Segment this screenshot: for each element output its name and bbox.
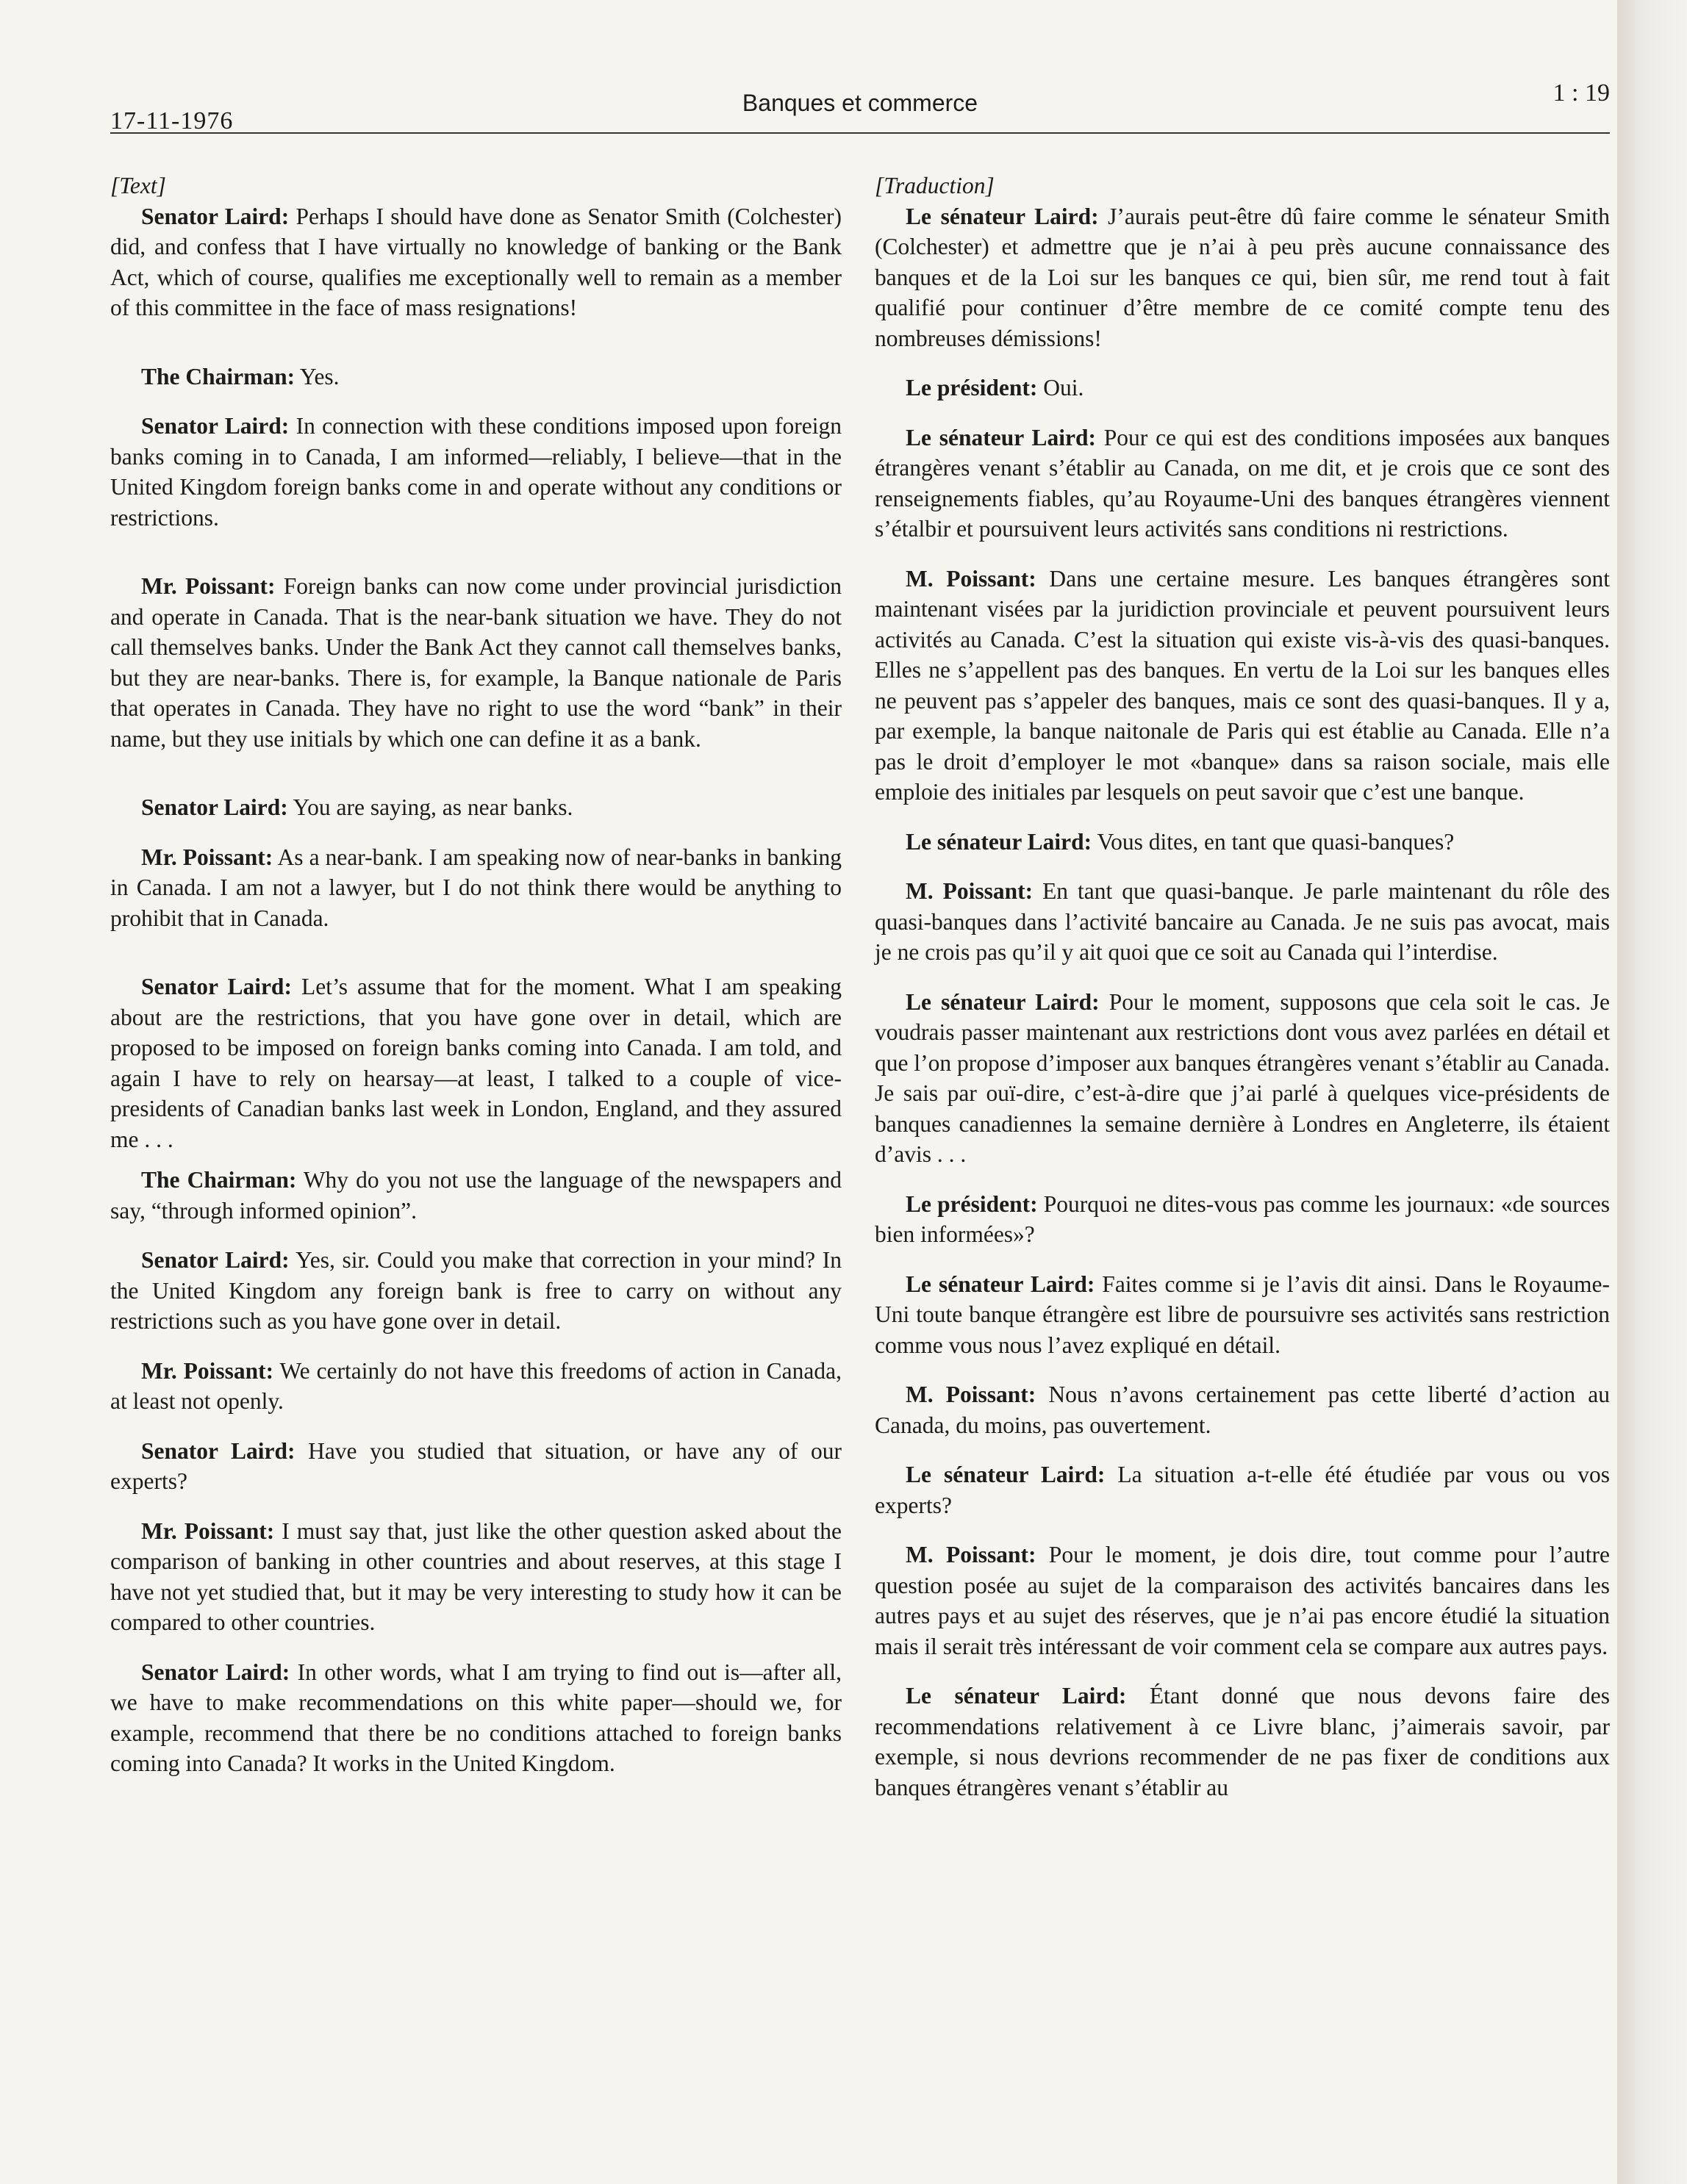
paragraph: [110, 1245, 842, 1337]
paragraph: [875, 1681, 1610, 1803]
speech: Dans une certaine mesure. Les banques étrangères sont maintenant visées par la juridiction provinciale et peuvent poursuivent leurs activités au Canada. C’est la situation qui existe vis-à-vis des quasi-banques. Elles ne s’appellent pas des banques. En vertu de la Loi sur les banques elles ne peuvent pas s’appeler des banques, mais ce sont des quasi-banques. Il y a, par exemple, la banque naitonale de Paris qui est établie au Canada. Elle n’a pas le droit d’employer le mot «banque» dans sa raison sociale, mais elle emploie des initiales par lesquels on peut savoir que c’est une banque.: [875, 565, 1610, 805]
speaker: M. Poissant:: [906, 1382, 1036, 1407]
speaker: Le sénateur Laird:: [906, 828, 1092, 855]
paragraph: [875, 1540, 1610, 1662]
speaker: Senator Laird:: [141, 203, 290, 229]
speaker: Senator Laird:: [141, 413, 290, 439]
speaker: Le sénateur Laird:: [906, 988, 1100, 1015]
paragraph: [110, 842, 842, 934]
speech: Pour le moment, je dois dire, tout comme pour l’autre question posée au sujet de la comparaison des activités bancaires dans les autres pays et au sujet des réserves, que je n’ai pas encore étudié la situation mais il serait très intéressant de voir comment cela se compare aux autres pays.: [875, 1542, 1610, 1659]
speaker: The Chairman:: [141, 363, 296, 389]
paragraph: [875, 987, 1610, 1170]
french-column: [875, 170, 1610, 1803]
paragraph: [875, 201, 1610, 354]
paragraph: [110, 571, 842, 754]
speech: Let’s assume that for the moment. What I am speaking about are the restrictions, that you have gone over in detail, which are proposed to be imposed on foreign banks coming into Canada. I am told, and again I have to rely on hearsay—at least, I talked to a couple of vice-presidents of Canadian banks last week in London, England, and they assured me . . .: [110, 974, 842, 1152]
speaker: Le président:: [906, 1190, 1038, 1217]
paragraph: [110, 1516, 842, 1638]
speech: I must say that, just like the other question asked about the comparison of banking in other countries and about reserves, at this stage I have not yet studied that, but it may be very interesting to study how it can be compared to other countries.: [110, 1517, 842, 1635]
speaker: Le sénateur Laird:: [906, 1683, 1127, 1709]
speaker: Le sénateur Laird:: [906, 424, 1096, 450]
speech: Foreign banks can now come under provincial jurisdiction and operate in Canada. That is the near-bank situation we have. They do not call themselves banks. Under the Bank Act they cannot call themselves banks, but they are near-banks. There is, for example, la Banque nationale de Paris that operates in Canada. They have no right to use the word “bank” in their name, but they use initials by which one can define it as a bank.: [110, 573, 842, 752]
speaker: Mr. Poissant:: [141, 573, 276, 599]
speech: In other words, what I am trying to find out is—after all, we have to make recommendations on this white paper—should we, for example, recommend that there be no conditions attached to foreign banks coming into Canada? It works in the United Kingdom.: [110, 1659, 842, 1776]
speaker: Le sénateur Laird:: [906, 203, 1099, 229]
paragraph: [110, 1356, 842, 1417]
page-edge: [1617, 0, 1687, 2184]
speaker: Senator Laird:: [141, 1437, 296, 1464]
speech: As a near-bank. I am speaking now of near-banks in banking in Canada. I am not a lawyer, but I do not think there would be anything to prohibit that in Canada.: [110, 844, 842, 931]
speech: Oui.: [1037, 375, 1084, 400]
speech: Pour le moment, supposons que cela soit le cas. Je voudrais passer maintenant aux restrictions dont vous avez parlées en détail et que l’on propose d’imposer aux banques étrangères venant s’établir au Canada. Je sais par ouï-dire, c’est-à-dire que j’ai parlé à quelques vice-présidents de banques canadiennes la semaine dernière à Londres en Angleterre, ils étaient d’avis . . .: [875, 988, 1610, 1167]
speech: We certainly do not have this freedoms of action in Canada, at least not openly.: [110, 1357, 842, 1414]
speech: Pour ce qui est des conditions imposées aux banques étrangères venant s’établir au Canada, on me dit, et je crois que ce sont des renseignements fiables, qu’au Royaume-Uni des banques étrangères viennent s’étalbir et poursuivent leurs activités sans conditions ni restrictions.: [875, 424, 1611, 542]
speaker: Le sénateur Laird:: [906, 1462, 1106, 1487]
paragraph: [110, 971, 842, 1154]
paragraph: [110, 362, 842, 392]
paragraph: [875, 1459, 1610, 1520]
paragraph: [110, 411, 842, 533]
header-page-number: 1 : 19: [1552, 79, 1610, 107]
speech: In connection with these conditions imposed upon foreign banks coming in to Canada, I am informed—reliably, I believe—that in the United Kingdom foreign banks come in and operate without any conditions or restrictions.: [110, 413, 842, 531]
speech: En tant que quasi-banque. Je parle maintenant du rôle des quasi-banques dans l’activité bancaire au Canada. Je ne suis pas avocat, mais je ne crois pas qu’il y ait quoi que ce soit au Canada qui l’interdise.: [875, 878, 1610, 965]
paragraph: [110, 1657, 842, 1779]
speech: Why do you not use the language of the newspapers and say, “through informed opinion”.: [110, 1167, 842, 1224]
english-column: [110, 170, 842, 1779]
header-rule: [110, 132, 1610, 134]
paragraph: [110, 792, 842, 823]
speaker: M. Poissant:: [906, 565, 1036, 592]
speaker: Senator Laird:: [141, 1247, 290, 1273]
speaker: M. Poissant:: [906, 878, 1034, 904]
paragraph: [110, 201, 842, 323]
speaker: The Chairman:: [141, 1167, 297, 1193]
paragraph: [875, 1269, 1610, 1361]
speaker: Le sénateur Laird:: [906, 1271, 1095, 1297]
column-label: [Text]: [110, 173, 166, 198]
paragraph: [875, 827, 1610, 858]
speaker: M. Poissant:: [906, 1542, 1036, 1567]
speech: J’aurais peut-être dû faire comme le sénateur Smith (Colchester) et admettre que je n’ai à peu près aucune connaissance des banques et de la Loi sur les banques ce qui, bien sûr, me rend tout à fait qualifié pour continuer d’être membre de ce comité compte tenu des nombreuses démissions!: [875, 203, 1611, 351]
speech: You are saying, as near banks.: [287, 794, 573, 820]
speech: Faites comme si je l’avis dit ainsi. Dans le Royaume-Uni toute banque étrangère est libre de poursuivre ses activités sans restriction comme vous nous l’avez expliqué en détail.: [875, 1271, 1610, 1358]
paragraph: [875, 564, 1610, 808]
column-label: [Traduction]: [875, 173, 995, 198]
speaker: Senator Laird:: [141, 794, 288, 820]
paragraph: [110, 1165, 842, 1226]
paragraph: [875, 1379, 1610, 1440]
speech: Yes.: [295, 363, 340, 389]
paragraph: [875, 1189, 1610, 1250]
page-header: [110, 73, 1610, 137]
header-date: 17-11-1976: [110, 107, 234, 134]
speaker: Mr. Poissant:: [141, 1517, 275, 1544]
speaker: Mr. Poissant:: [141, 844, 273, 870]
speech: Vous dites, en tant que quasi-banques?: [1092, 828, 1455, 855]
speaker: Mr. Poissant:: [141, 1357, 274, 1384]
speech: Étant donné que nous devons faire des recommendations relativement à ce Livre blanc, j’aimerais savoir, par exemple, si nous devrions recommender de ne pas fixer de conditions aux banques étrangères venant s’établir au: [875, 1683, 1610, 1800]
paragraph: [110, 1436, 842, 1497]
speech: Perhaps I should have done as Senator Smith (Colchester) did, and confess that I have virtually no knowledge of banking or the Bank Act, which of course, qualifies me exceptionally well to remain as a member of this committee in the face of mass resignations!: [110, 203, 842, 320]
paragraph: [875, 373, 1610, 403]
paragraph: [875, 423, 1610, 545]
speech: Have you studied that situation, or have any of our experts?: [110, 1437, 842, 1494]
speech: Yes, sir. Could you make that correction in your mind? In the United Kingdom any foreign bank is free to carry on without any restrictions such as you have gone over in detail.: [110, 1247, 842, 1334]
speaker: Senator Laird:: [141, 1659, 290, 1685]
speaker: Senator Laird:: [141, 974, 292, 999]
speech: La situation a-t-elle été étudiée par vous ou vos experts?: [875, 1462, 1611, 1518]
speech: Nous n’avons certainement pas cette liberté d’action au Canada, du moins, pas ouvertement.: [875, 1382, 1610, 1438]
speech: Pourquoi ne dites-vous pas comme les journaux: «de sources bien informées»?: [875, 1190, 1610, 1247]
paragraph: [875, 876, 1610, 968]
speaker: Le président:: [906, 375, 1038, 400]
header-title: Banques et commerce: [742, 90, 978, 116]
